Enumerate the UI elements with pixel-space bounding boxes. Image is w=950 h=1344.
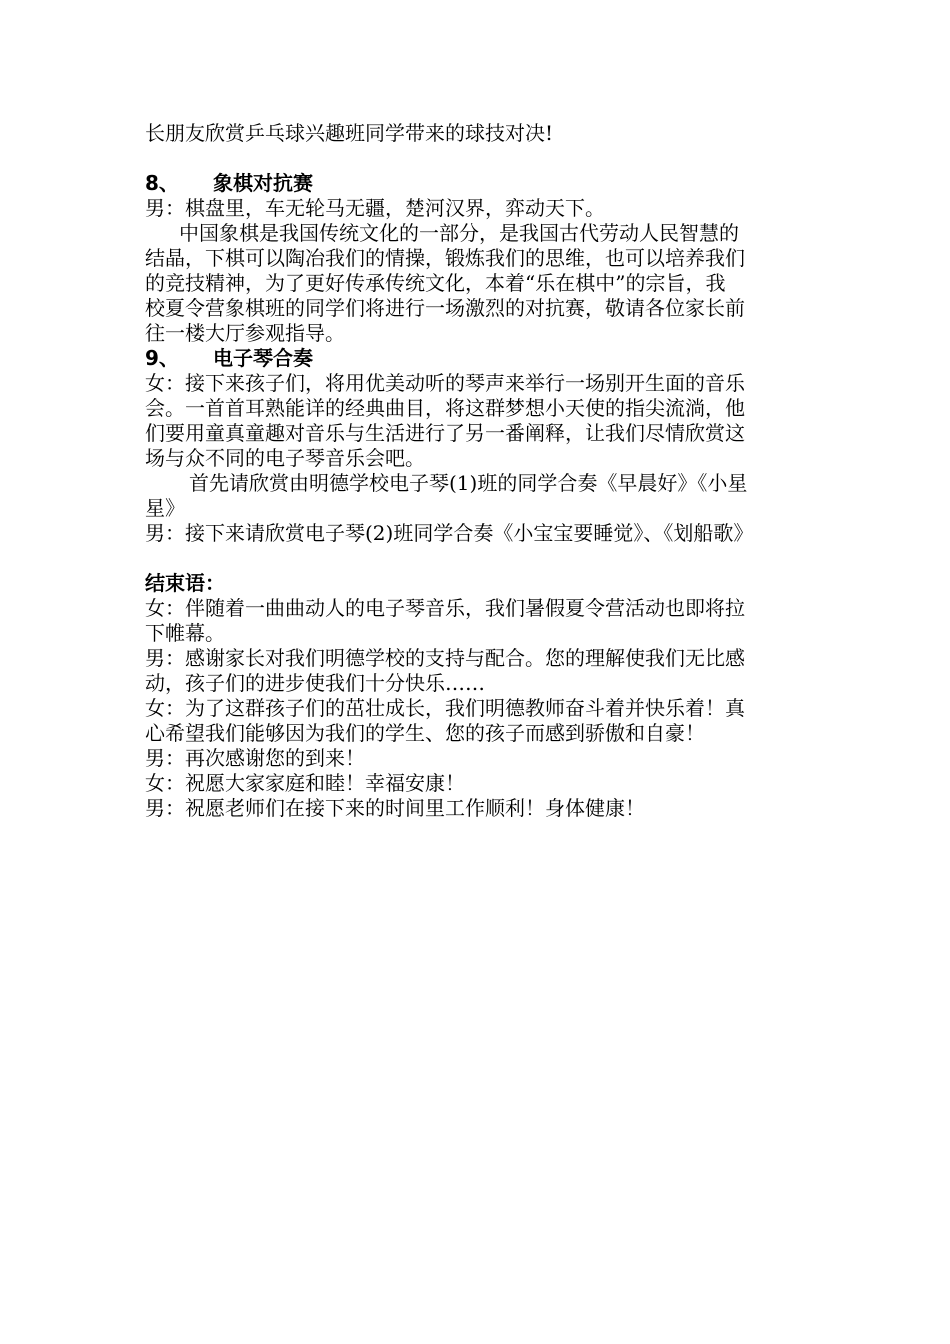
closing-line: 女：祝愿大家家庭和睦！幸福安康！ [145, 771, 465, 795]
closing-line: 男：感谢家长对我们明德学校的支持与配合。您的理解使我们无比感 [145, 646, 745, 670]
section-9-line: 星》 [145, 496, 185, 520]
section-8-line: 往一楼大厅参观指导。 [145, 321, 345, 345]
section-9-line: 场与众不同的电子琴音乐会吧。 [145, 446, 425, 470]
section-8-line: 校夏令营象棋班的同学们将进行一场激烈的对抗赛，敬请各位家长前 [145, 296, 745, 320]
closing-line: 女：为了这群孩子们的茁壮成长，我们明德教师奋斗着并快乐着！真 [145, 696, 745, 720]
section-9-line: 女：接下来孩子们，将用优美动听的琴声来举行一场别开生面的音乐 [145, 371, 745, 395]
section-8-heading [145, 171, 815, 196]
section-8-line: 男：棋盘里，车无轮马无疆，楚河汉界，弈动天下。 [145, 196, 605, 220]
section-9-number: 9、 [145, 346, 179, 370]
spacer [145, 146, 815, 171]
section-9-heading [145, 346, 815, 371]
section-9-line: 会。一首首耳熟能详的经典曲目，将这群梦想小天使的指尖流淌，他 [145, 396, 745, 420]
section-8-title: 象棋对抗赛 [213, 171, 313, 195]
section-8-line: 中国象棋是我国传统文化的一部分，是我国古代劳动人民智慧的 [179, 221, 739, 245]
closing-line: 心希望我们能够因为我们的学生、您的孩子而感到骄傲和自豪！ [145, 721, 705, 745]
closing-line: 动，孩子们的进步使我们十分快乐…… [145, 671, 485, 695]
section-8-line: 的竞技精神，为了更好传承传统文化，本着“乐在棋中”的宗旨，我 [145, 271, 726, 295]
section-9-line: 们要用童真童趣对音乐与生活进行了另一番阐释，让我们尽情欣赏这 [145, 421, 745, 445]
intro-text: 长朋友欣赏乒乓球兴趣班同学带来的球技对决! [145, 121, 554, 145]
closing-line: 女：伴随着一曲曲动人的电子琴音乐，我们暑假夏令营活动也即将拉 [145, 596, 745, 620]
closing-heading: 结束语： [145, 571, 225, 595]
section-8-line: 结晶，下棋可以陶冶我们的情操，锻炼我们的思维，也可以培养我们 [145, 246, 745, 270]
spacer [145, 546, 815, 571]
closing-line: 男：再次感谢您的到来！ [145, 746, 365, 770]
section-9-line: 首先请欣赏由明德学校电子琴(1)班的同学合奏《早晨好》《小星 [189, 471, 748, 495]
closing-line: 男：祝愿老师们在接下来的时间里工作顺利！身体健康！ [145, 796, 645, 820]
document-page [145, 121, 815, 821]
closing-line: 下帷幕。 [145, 621, 225, 645]
section-9-line: 男：接下来请欣赏电子琴(2)班同学合奏《小宝宝要睡觉》、《划船歌》 [145, 521, 754, 545]
section-9-title: 电子琴合奏 [213, 346, 313, 370]
section-8-number: 8、 [145, 171, 179, 195]
